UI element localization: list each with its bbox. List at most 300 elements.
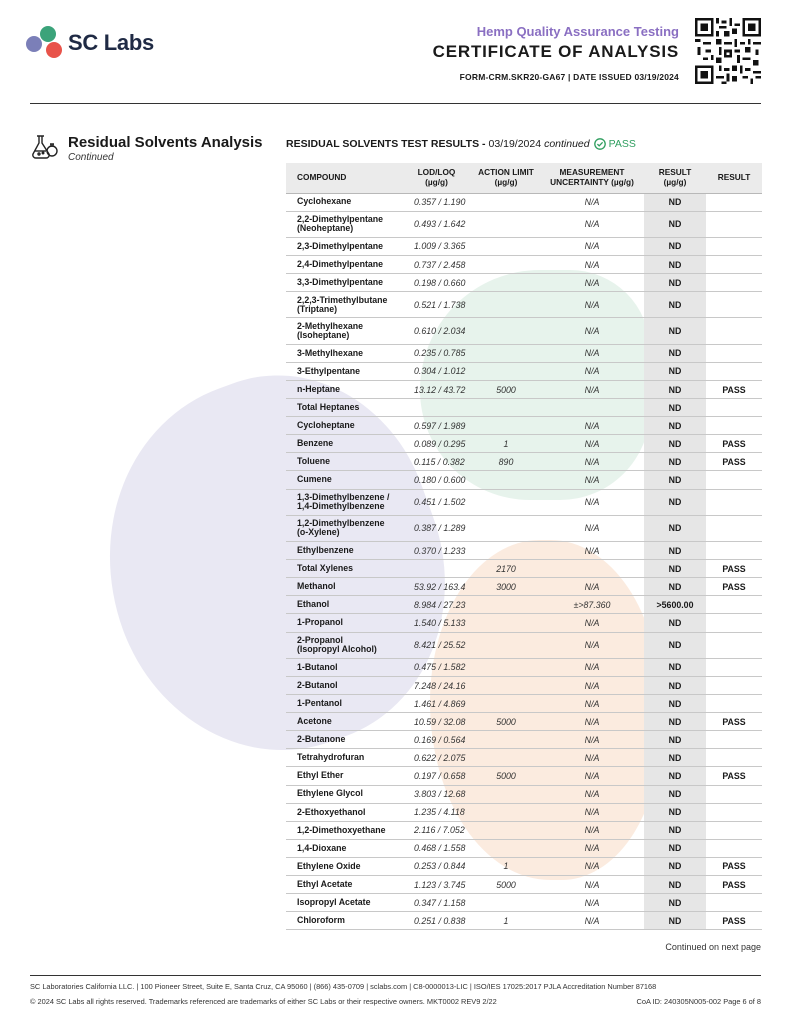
compound-name: Cumene bbox=[286, 471, 401, 489]
action-limit-value bbox=[472, 399, 540, 417]
result-value: ND bbox=[644, 255, 706, 273]
action-limit-value: 5000 bbox=[472, 876, 540, 894]
result-value: ND bbox=[644, 560, 706, 578]
result-value: ND bbox=[644, 344, 706, 362]
table-row bbox=[286, 767, 762, 785]
compound-name: Ethylene Glycol bbox=[286, 785, 401, 803]
action-limit-value bbox=[472, 614, 540, 632]
lod-loq-value: 10.59 / 32.08 bbox=[401, 713, 472, 731]
uncertainty-value bbox=[540, 399, 644, 417]
result-value: ND bbox=[644, 857, 706, 875]
result-status bbox=[706, 785, 762, 803]
result-status bbox=[706, 658, 762, 676]
result-value: ND bbox=[644, 292, 706, 318]
lod-loq-value: 0.198 / 0.660 bbox=[401, 274, 472, 292]
uncertainty-value: N/A bbox=[540, 695, 644, 713]
result-status bbox=[706, 193, 762, 211]
uncertainty-value: N/A bbox=[540, 658, 644, 676]
uncertainty-value: ±>87.360 bbox=[540, 596, 644, 614]
uncertainty-value: N/A bbox=[540, 237, 644, 255]
result-value: ND bbox=[644, 578, 706, 596]
result-status bbox=[706, 489, 762, 515]
result-value: ND bbox=[644, 713, 706, 731]
table-row bbox=[286, 237, 762, 255]
result-value: ND bbox=[644, 767, 706, 785]
result-status bbox=[706, 749, 762, 767]
action-limit-value bbox=[472, 274, 540, 292]
result-status bbox=[706, 596, 762, 614]
compound-name: 2,2,3-Trimethylbutane (Triptane) bbox=[286, 292, 401, 318]
lod-loq-value: 0.493 / 1.642 bbox=[401, 211, 472, 237]
uncertainty-value: N/A bbox=[540, 542, 644, 560]
lod-loq-value: 13.12 / 43.72 bbox=[401, 380, 472, 398]
result-value: ND bbox=[644, 803, 706, 821]
table-row bbox=[286, 695, 762, 713]
table-title-label: RESIDUAL SOLVENTS TEST RESULTS - bbox=[286, 138, 486, 150]
action-limit-value bbox=[472, 292, 540, 318]
result-status bbox=[706, 362, 762, 380]
result-value: ND bbox=[644, 876, 706, 894]
compound-name: 3-Ethylpentane bbox=[286, 362, 401, 380]
table-row bbox=[286, 515, 762, 541]
action-limit-value bbox=[472, 676, 540, 694]
action-limit-value bbox=[472, 193, 540, 211]
footer-divider bbox=[30, 975, 761, 976]
compound-name: 1-Propanol bbox=[286, 614, 401, 632]
compound-name: Total Xylenes bbox=[286, 560, 401, 578]
uncertainty-value: N/A bbox=[540, 344, 644, 362]
table-row bbox=[286, 380, 762, 398]
lod-loq-value: 1.009 / 3.365 bbox=[401, 237, 472, 255]
compound-name: Chloroform bbox=[286, 912, 401, 930]
table-row bbox=[286, 471, 762, 489]
result-value: ND bbox=[644, 318, 706, 344]
result-value: ND bbox=[644, 453, 706, 471]
result-value: ND bbox=[644, 658, 706, 676]
uncertainty-value: N/A bbox=[540, 489, 644, 515]
uncertainty-value: N/A bbox=[540, 362, 644, 380]
compound-name: Total Heptanes bbox=[286, 399, 401, 417]
result-status bbox=[706, 318, 762, 344]
result-value: ND bbox=[644, 912, 706, 930]
action-limit-value: 5000 bbox=[472, 767, 540, 785]
column-header-uncertainty: MEASUREMENT UNCERTAINTY (µg/g) bbox=[540, 163, 644, 193]
column-header-result-value: RESULT (µg/g) bbox=[644, 163, 706, 193]
compound-name: Cyclohexane bbox=[286, 193, 401, 211]
compound-name: 1,4-Dioxane bbox=[286, 839, 401, 857]
result-status: PASS bbox=[706, 578, 762, 596]
compound-name: Tetrahydrofuran bbox=[286, 749, 401, 767]
action-limit-value bbox=[472, 894, 540, 912]
compound-name: 1,3-Dimethylbenzene / 1,4-Dimethylbenzene bbox=[286, 489, 401, 515]
uncertainty-value: N/A bbox=[540, 767, 644, 785]
result-status: PASS bbox=[706, 435, 762, 453]
lod-loq-value: 0.387 / 1.289 bbox=[401, 515, 472, 541]
uncertainty-value: N/A bbox=[540, 894, 644, 912]
compound-name: Ethyl Acetate bbox=[286, 876, 401, 894]
result-status: PASS bbox=[706, 713, 762, 731]
action-limit-value: 2170 bbox=[472, 560, 540, 578]
uncertainty-value: N/A bbox=[540, 515, 644, 541]
table-row bbox=[286, 318, 762, 344]
lod-loq-value: 0.610 / 2.034 bbox=[401, 318, 472, 344]
uncertainty-value: N/A bbox=[540, 857, 644, 875]
uncertainty-value: N/A bbox=[540, 676, 644, 694]
uncertainty-value: N/A bbox=[540, 821, 644, 839]
action-limit-value bbox=[472, 489, 540, 515]
compound-name: 2-Methylhexane (Isoheptane) bbox=[286, 318, 401, 344]
uncertainty-value: N/A bbox=[540, 803, 644, 821]
compound-name: Benzene bbox=[286, 435, 401, 453]
result-status: PASS bbox=[706, 912, 762, 930]
result-value: ND bbox=[644, 731, 706, 749]
result-status bbox=[706, 632, 762, 658]
result-value: ND bbox=[644, 399, 706, 417]
compound-name: Ethylbenzene bbox=[286, 542, 401, 560]
table-row bbox=[286, 912, 762, 930]
table-row bbox=[286, 658, 762, 676]
table-row bbox=[286, 489, 762, 515]
result-value: ND bbox=[644, 193, 706, 211]
lod-loq-value: 0.357 / 1.190 bbox=[401, 193, 472, 211]
result-status bbox=[706, 695, 762, 713]
action-limit-value bbox=[472, 542, 540, 560]
lod-loq-value: 0.468 / 1.558 bbox=[401, 839, 472, 857]
lod-loq-value: 53.92 / 163.4 bbox=[401, 578, 472, 596]
compound-name: 2,3-Dimethylpentane bbox=[286, 237, 401, 255]
compound-name: 2-Butanol bbox=[286, 676, 401, 694]
lod-loq-value: 8.421 / 25.52 bbox=[401, 632, 472, 658]
compound-name: Ethylene Oxide bbox=[286, 857, 401, 875]
compound-name: 1-Pentanol bbox=[286, 695, 401, 713]
compound-name: 2-Propanol (Isopropyl Alcohol) bbox=[286, 632, 401, 658]
result-status: PASS bbox=[706, 380, 762, 398]
result-status bbox=[706, 614, 762, 632]
lod-loq-value: 1.461 / 4.869 bbox=[401, 695, 472, 713]
action-limit-value bbox=[472, 803, 540, 821]
lod-loq-value: 0.622 / 2.075 bbox=[401, 749, 472, 767]
residual-solvents-table bbox=[286, 163, 762, 930]
table-row bbox=[286, 274, 762, 292]
result-value: ND bbox=[644, 489, 706, 515]
action-limit-value bbox=[472, 318, 540, 344]
result-status bbox=[706, 542, 762, 560]
uncertainty-value bbox=[540, 560, 644, 578]
table-row bbox=[286, 676, 762, 694]
uncertainty-value: N/A bbox=[540, 614, 644, 632]
uncertainty-value: N/A bbox=[540, 211, 644, 237]
lod-loq-value: 0.521 / 1.738 bbox=[401, 292, 472, 318]
section-title: Residual Solvents Analysis bbox=[68, 134, 263, 151]
table-row bbox=[286, 542, 762, 560]
uncertainty-value: N/A bbox=[540, 435, 644, 453]
table-body bbox=[286, 193, 762, 930]
footer-coa-page: CoA ID: 240305N005-002 Page 6 of 8 bbox=[636, 997, 761, 1006]
action-limit-value: 1 bbox=[472, 435, 540, 453]
table-row bbox=[286, 785, 762, 803]
lod-loq-value: 0.180 / 0.600 bbox=[401, 471, 472, 489]
result-value: ND bbox=[644, 785, 706, 803]
check-circle-icon bbox=[594, 138, 606, 150]
lod-loq-value: 1.123 / 3.745 bbox=[401, 876, 472, 894]
table-row bbox=[286, 839, 762, 857]
compound-name: Ethanol bbox=[286, 596, 401, 614]
uncertainty-value: N/A bbox=[540, 632, 644, 658]
compound-name: 3,3-Dimethylpentane bbox=[286, 274, 401, 292]
document-subtitle: Hemp Quality Assurance Testing bbox=[476, 24, 679, 39]
table-row bbox=[286, 211, 762, 237]
result-value: ND bbox=[644, 274, 706, 292]
result-value: ND bbox=[644, 237, 706, 255]
result-status bbox=[706, 237, 762, 255]
table-row bbox=[286, 857, 762, 875]
result-status bbox=[706, 471, 762, 489]
action-limit-value bbox=[472, 471, 540, 489]
uncertainty-value: N/A bbox=[540, 876, 644, 894]
uncertainty-value: N/A bbox=[540, 255, 644, 273]
result-status bbox=[706, 211, 762, 237]
result-value: ND bbox=[644, 632, 706, 658]
table-row bbox=[286, 417, 762, 435]
footer-copyright: © 2024 SC Labs all rights reserved. Trademarks referenced are trademarks of either SC Labs or their respective owners. MKT0002 REV9 2/22 bbox=[30, 997, 497, 1006]
table-row bbox=[286, 292, 762, 318]
result-status: PASS bbox=[706, 560, 762, 578]
result-status bbox=[706, 676, 762, 694]
table-row bbox=[286, 578, 762, 596]
compound-name: 1,2-Dimethoxyethane bbox=[286, 821, 401, 839]
table-row bbox=[286, 614, 762, 632]
action-limit-value: 3000 bbox=[472, 578, 540, 596]
action-limit-value: 890 bbox=[472, 453, 540, 471]
logo-text: SC Labs bbox=[68, 30, 154, 55]
company-logo bbox=[26, 26, 154, 60]
result-value: ND bbox=[644, 515, 706, 541]
table-row bbox=[286, 596, 762, 614]
action-limit-value: 5000 bbox=[472, 713, 540, 731]
compound-name: 2,2-Dimethylpentane (Neoheptane) bbox=[286, 211, 401, 237]
qr-code[interactable] bbox=[695, 18, 761, 84]
table-row bbox=[286, 255, 762, 273]
uncertainty-value: N/A bbox=[540, 713, 644, 731]
lod-loq-value: 1.235 / 4.118 bbox=[401, 803, 472, 821]
action-limit-value bbox=[472, 632, 540, 658]
uncertainty-value: N/A bbox=[540, 785, 644, 803]
column-header-lod-loq: LOD/LOQ (µg/g) bbox=[401, 163, 472, 193]
uncertainty-value: N/A bbox=[540, 417, 644, 435]
table-row bbox=[286, 632, 762, 658]
lod-loq-value: 0.197 / 0.658 bbox=[401, 767, 472, 785]
table-title bbox=[286, 138, 636, 150]
lod-loq-value: 0.597 / 1.989 bbox=[401, 417, 472, 435]
lod-loq-value: 0.304 / 1.012 bbox=[401, 362, 472, 380]
lod-loq-value: 0.089 / 0.295 bbox=[401, 435, 472, 453]
logo-mark-icon bbox=[26, 26, 64, 60]
uncertainty-value: N/A bbox=[540, 292, 644, 318]
compound-name: Cycloheptane bbox=[286, 417, 401, 435]
compound-name: 3-Methylhexane bbox=[286, 344, 401, 362]
uncertainty-value: N/A bbox=[540, 471, 644, 489]
action-limit-value bbox=[472, 749, 540, 767]
result-status bbox=[706, 821, 762, 839]
lod-loq-value: 0.235 / 0.785 bbox=[401, 344, 472, 362]
result-status bbox=[706, 344, 762, 362]
pass-status-text: PASS bbox=[608, 138, 636, 150]
column-header-compound: COMPOUND bbox=[286, 163, 401, 193]
result-value: ND bbox=[644, 749, 706, 767]
result-status bbox=[706, 839, 762, 857]
result-value: ND bbox=[644, 417, 706, 435]
uncertainty-value: N/A bbox=[540, 749, 644, 767]
table-row bbox=[286, 803, 762, 821]
lod-loq-value: 1.540 / 5.133 bbox=[401, 614, 472, 632]
action-limit-value bbox=[472, 417, 540, 435]
compound-name: Acetone bbox=[286, 713, 401, 731]
action-limit-value bbox=[472, 596, 540, 614]
uncertainty-value: N/A bbox=[540, 380, 644, 398]
result-status bbox=[706, 515, 762, 541]
result-value: ND bbox=[644, 695, 706, 713]
continued-note: Continued on next page bbox=[665, 942, 761, 952]
action-limit-value bbox=[472, 237, 540, 255]
action-limit-value bbox=[472, 695, 540, 713]
document-title: CERTIFICATE OF ANALYSIS bbox=[432, 42, 679, 61]
compound-name: 2-Butanone bbox=[286, 731, 401, 749]
table-row bbox=[286, 821, 762, 839]
table-title-continued: continued bbox=[544, 138, 590, 150]
uncertainty-value: N/A bbox=[540, 731, 644, 749]
compound-name: 2-Ethoxyethanol bbox=[286, 803, 401, 821]
result-value: >5600.00 bbox=[644, 596, 706, 614]
lod-loq-value: 0.737 / 2.458 bbox=[401, 255, 472, 273]
action-limit-value bbox=[472, 255, 540, 273]
uncertainty-value: N/A bbox=[540, 912, 644, 930]
lod-loq-value: 0.347 / 1.158 bbox=[401, 894, 472, 912]
action-limit-value bbox=[472, 785, 540, 803]
result-status bbox=[706, 399, 762, 417]
action-limit-value bbox=[472, 211, 540, 237]
result-value: ND bbox=[644, 839, 706, 857]
table-row bbox=[286, 894, 762, 912]
table-row bbox=[286, 435, 762, 453]
compound-name: 2,4-Dimethylpentane bbox=[286, 255, 401, 273]
result-value: ND bbox=[644, 821, 706, 839]
form-id-line: FORM-CRM.SKR20-GA67 | DATE ISSUED 03/19/2024 bbox=[459, 72, 679, 82]
footer-address: SC Laboratories California LLC. | 100 Pioneer Street, Suite E, Santa Cruz, CA 95060 | (866) 435-0709 | sclabs.com | C8-0000013-LIC | ISO/IES 17025:2017 PJLA Accreditation Number 87168 bbox=[30, 982, 657, 991]
action-limit-value bbox=[472, 658, 540, 676]
action-limit-value bbox=[472, 839, 540, 857]
lod-loq-value: 7.248 / 24.16 bbox=[401, 676, 472, 694]
result-value: ND bbox=[644, 362, 706, 380]
lod-loq-value: 8.984 / 27.23 bbox=[401, 596, 472, 614]
lod-loq-value: 0.253 / 0.844 bbox=[401, 857, 472, 875]
result-status: PASS bbox=[706, 767, 762, 785]
compound-name: n-Heptane bbox=[286, 380, 401, 398]
lod-loq-value: 3.803 / 12.68 bbox=[401, 785, 472, 803]
pass-status-badge bbox=[594, 138, 636, 150]
table-row bbox=[286, 453, 762, 471]
lod-loq-value: 0.251 / 0.838 bbox=[401, 912, 472, 930]
action-limit-value bbox=[472, 344, 540, 362]
result-value: ND bbox=[644, 542, 706, 560]
action-limit-value bbox=[472, 362, 540, 380]
footer-bottom bbox=[30, 997, 761, 1006]
lod-loq-value: 0.475 / 1.582 bbox=[401, 658, 472, 676]
result-status bbox=[706, 803, 762, 821]
table-header-row bbox=[286, 163, 762, 193]
result-value: ND bbox=[644, 614, 706, 632]
result-value: ND bbox=[644, 435, 706, 453]
column-header-action-limit: ACTION LIMIT (µg/g) bbox=[472, 163, 540, 193]
flask-icon bbox=[30, 132, 60, 162]
uncertainty-value: N/A bbox=[540, 274, 644, 292]
lod-loq-value: 0.370 / 1.233 bbox=[401, 542, 472, 560]
result-value: ND bbox=[644, 211, 706, 237]
result-status bbox=[706, 731, 762, 749]
result-status bbox=[706, 417, 762, 435]
table-row bbox=[286, 362, 762, 380]
result-value: ND bbox=[644, 894, 706, 912]
action-limit-value bbox=[472, 731, 540, 749]
lod-loq-value: 0.169 / 0.564 bbox=[401, 731, 472, 749]
action-limit-value: 1 bbox=[472, 912, 540, 930]
compound-name: 1-Butanol bbox=[286, 658, 401, 676]
table-title-date: 03/19/2024 bbox=[488, 138, 542, 150]
table-row bbox=[286, 399, 762, 417]
table-row bbox=[286, 876, 762, 894]
lod-loq-value: 0.451 / 1.502 bbox=[401, 489, 472, 515]
result-value: ND bbox=[644, 380, 706, 398]
result-status: PASS bbox=[706, 453, 762, 471]
action-limit-value bbox=[472, 821, 540, 839]
table-row bbox=[286, 731, 762, 749]
result-status bbox=[706, 894, 762, 912]
action-limit-value bbox=[472, 515, 540, 541]
result-status: PASS bbox=[706, 857, 762, 875]
uncertainty-value: N/A bbox=[540, 453, 644, 471]
result-status bbox=[706, 255, 762, 273]
uncertainty-value: N/A bbox=[540, 318, 644, 344]
lod-loq-value: 0.115 / 0.382 bbox=[401, 453, 472, 471]
uncertainty-value: N/A bbox=[540, 193, 644, 211]
action-limit-value: 5000 bbox=[472, 380, 540, 398]
table-row bbox=[286, 560, 762, 578]
compound-name: Methanol bbox=[286, 578, 401, 596]
compound-name: 1,2-Dimethylbenzene (o-Xylene) bbox=[286, 515, 401, 541]
result-value: ND bbox=[644, 471, 706, 489]
compound-name: Toluene bbox=[286, 453, 401, 471]
lod-loq-value bbox=[401, 399, 472, 417]
uncertainty-value: N/A bbox=[540, 578, 644, 596]
compound-name: Isopropyl Acetate bbox=[286, 894, 401, 912]
table-row bbox=[286, 344, 762, 362]
uncertainty-value: N/A bbox=[540, 839, 644, 857]
lod-loq-value bbox=[401, 560, 472, 578]
result-status: PASS bbox=[706, 876, 762, 894]
column-header-result-status: RESULT bbox=[706, 163, 762, 193]
table-row bbox=[286, 713, 762, 731]
result-status bbox=[706, 292, 762, 318]
result-status bbox=[706, 274, 762, 292]
lod-loq-value: 2.116 / 7.052 bbox=[401, 821, 472, 839]
header-divider bbox=[30, 103, 761, 104]
section-subtitle: Continued bbox=[68, 152, 114, 163]
compound-name: Ethyl Ether bbox=[286, 767, 401, 785]
document-header bbox=[433, 24, 679, 82]
table-row bbox=[286, 193, 762, 211]
result-value: ND bbox=[644, 676, 706, 694]
action-limit-value: 1 bbox=[472, 857, 540, 875]
table-row bbox=[286, 749, 762, 767]
